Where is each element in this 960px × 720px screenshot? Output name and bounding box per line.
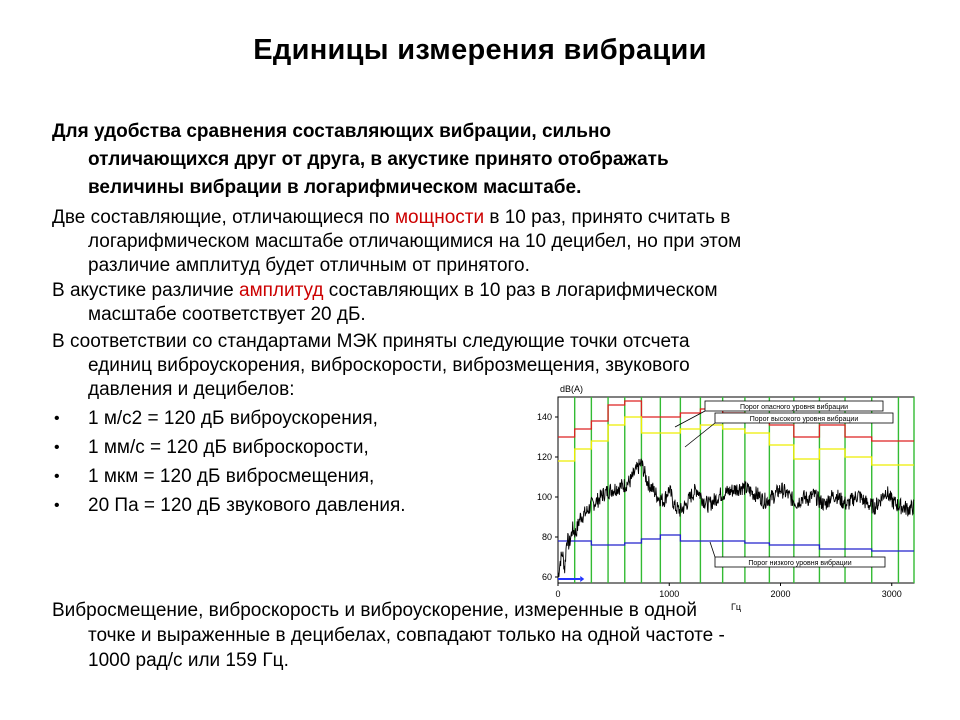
x-axis-label: Гц — [730, 602, 742, 612]
x-tick-label-3: 3000 — [881, 589, 902, 599]
conclusion-line-3: 1000 рад/с или 159 Гц. — [88, 650, 289, 671]
amplitude-line-2: масштабе соответствует 20 дБ. — [88, 304, 366, 325]
amplitude-highlight: амплитуд — [239, 280, 324, 301]
bullet-icon: • — [54, 410, 60, 427]
chart-svg — [525, 381, 925, 613]
amplitude-paragraph — [52, 279, 718, 327]
intro-line-2: отличающихся друг от друга, в акустике принято отображать — [88, 149, 669, 170]
page-title: Единицы измерения вибрации — [253, 34, 707, 66]
amplitude-text-b: составляющих в 10 раз в логарифмическом — [323, 280, 718, 301]
amplitude-line-1 — [52, 279, 718, 303]
annotation-label-dangerous: Порог опасного уровня вибрации — [739, 404, 849, 411]
standards-line-1: В соответствии со стандартами МЭК приняты следующие точки отсчета — [52, 331, 690, 352]
list-item-text: 1 мкм = 120 дБ вибросмещения, — [88, 466, 375, 487]
standards-line-3: давления и децибелов: — [88, 379, 295, 400]
x-tick-label-2: 2000 — [770, 589, 791, 599]
bullet-icon: • — [54, 439, 60, 456]
intro-paragraph — [52, 118, 669, 202]
power-text-b: в 10 раз, принято считать в — [484, 207, 731, 228]
power-line-1 — [52, 206, 741, 230]
y-tick-label-0: 60 — [541, 572, 552, 582]
intro-line-1: Для удобства сравнения составляющих вибрации, сильно — [52, 121, 612, 142]
list-item-text: 1 мм/с = 120 дБ виброскорости, — [88, 437, 369, 458]
y-tick-label-4: 140 — [536, 412, 552, 422]
power-highlight: мощности — [394, 207, 485, 228]
list-item — [52, 491, 406, 520]
list-item — [52, 462, 406, 491]
conclusion-line-2: точке и выраженные в децибелах, совпадают только на одной частоте - — [88, 625, 725, 646]
y-tick-label-2: 100 — [536, 492, 552, 502]
reference-points-list — [52, 404, 406, 520]
y-tick-label-1: 80 — [541, 532, 552, 542]
power-line-3: различие амплитуд будет отличным от принятого. — [88, 255, 530, 276]
annotation-label-high: Порог высокого уровня вибрации — [749, 416, 859, 423]
power-line-2: логарифмическом масштабе отличающимися на 10 децибел, но при этом — [88, 231, 742, 252]
x-tick-label-0: 0 — [555, 589, 561, 599]
power-text-a: Две составляющие, отличающиеся по — [52, 207, 395, 228]
list-item — [52, 404, 406, 433]
bullet-icon: • — [54, 497, 60, 514]
bullet-icon: • — [54, 468, 60, 485]
annotation-label-low: Порог низкого уровня вибрации — [748, 560, 852, 567]
intro-line-3: величины вибрации в логарифмическом масштабе. — [88, 177, 582, 198]
standards-line-2: единиц виброускорения, виброскорости, виброзмещения, звукового — [88, 355, 690, 376]
power-paragraph — [52, 206, 741, 278]
y-tick-label-3: 120 — [536, 452, 552, 462]
conclusion-line-1: Вибросмещение, виброскорость и виброускорение, измеренные в одной — [52, 600, 697, 621]
vibration-spectrum-chart — [525, 381, 925, 613]
list-item — [52, 433, 406, 462]
amplitude-text-a: В акустике различие — [52, 280, 239, 301]
list-item-text: 20 Па = 120 дБ звукового давления. — [88, 495, 406, 516]
list-item-text: 1 м/с2 = 120 дБ виброускорения, — [88, 408, 378, 429]
x-tick-label-1: 1000 — [659, 589, 680, 599]
conclusion-paragraph — [52, 598, 725, 673]
y-axis-label: dB(A) — [560, 384, 584, 394]
